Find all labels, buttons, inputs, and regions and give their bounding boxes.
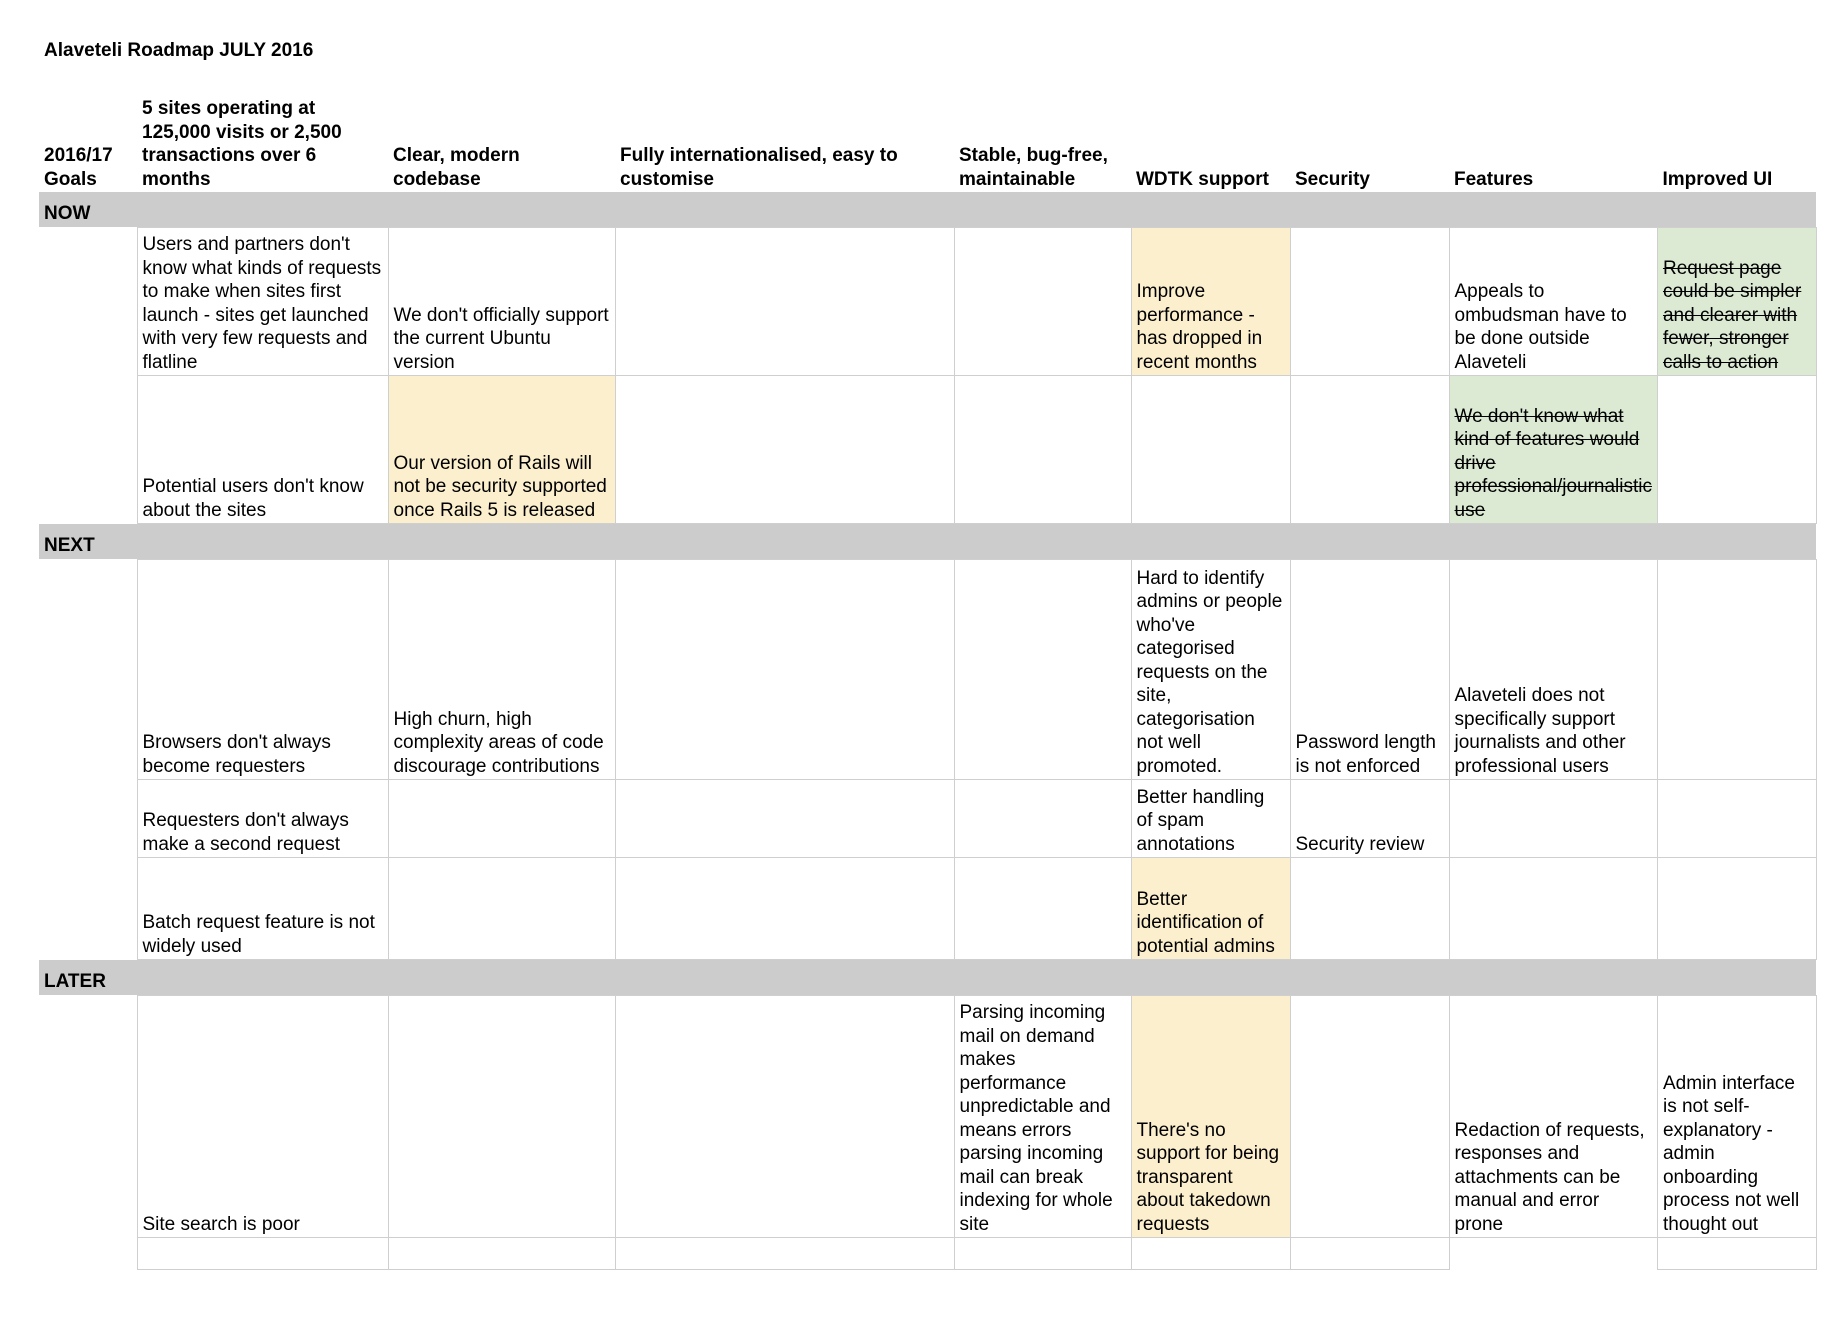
table-row [39,560,1816,780]
table-cell[interactable] [954,780,1131,858]
header-internationalised[interactable]: Fully internationalised, easy to customise [620,145,898,190]
header-features[interactable]: Features [1454,168,1534,190]
table-cell[interactable] [39,560,137,780]
table-cell[interactable] [615,780,954,858]
table-cell-highlighted[interactable]: Our version of Rails will not be security supported once Rails 5 is released [388,376,615,524]
table-cell[interactable] [39,780,137,858]
table-cell[interactable] [1290,858,1449,960]
table-cell[interactable] [615,560,954,780]
table-cell[interactable] [137,1238,388,1270]
table-cell[interactable] [1290,996,1449,1238]
table-cell[interactable]: We don't officially support the current Ubuntu version [388,228,615,376]
table-cell[interactable]: Batch request feature is not widely used [137,858,388,960]
table-row [39,1238,1816,1270]
table-cell[interactable] [954,560,1131,780]
table-cell[interactable] [39,858,137,960]
header-sites[interactable]: 5 sites operating at 125,000 visits or 2,500 transactions over 6 months [142,98,342,190]
table-cell[interactable] [1657,560,1816,780]
table-cell[interactable] [1657,376,1816,524]
table-cell-highlighted[interactable]: Better identification of potential admins [1131,858,1290,960]
table-cell[interactable] [388,996,615,1238]
table-cell-done[interactable]: We don't know what kind of features would drive professional/journalistic use [1449,376,1657,524]
table-cell[interactable] [1657,1238,1816,1270]
table-cell[interactable] [388,1238,615,1270]
header-wdtk[interactable]: WDTK support [1136,168,1269,190]
table-cell[interactable] [1449,780,1657,858]
table-cell[interactable]: Browsers don't always become requesters [137,560,388,780]
table-cell[interactable]: Requesters don't always make a second request [137,780,388,858]
table-cell[interactable] [954,1238,1131,1270]
table-cell-highlighted[interactable]: Improve performance - has dropped in recent months [1131,228,1290,376]
table-cell[interactable]: Admin interface is not self-explanatory - admin onboarding process not well thought out [1657,996,1816,1238]
table-cell[interactable] [1657,858,1816,960]
table-cell[interactable]: Site search is poor [137,996,388,1238]
table-row [39,780,1816,858]
table-cell[interactable]: High churn, high complexity areas of code discourage contributions [388,560,615,780]
table-cell[interactable] [1449,1238,1657,1270]
table-cell[interactable] [1657,780,1816,858]
table-cell[interactable] [39,228,137,376]
table-cell[interactable] [954,858,1131,960]
section-label-now[interactable]: NOW [39,192,1816,228]
table-cell[interactable]: Potential users don't know about the sites [137,376,388,524]
table-cell[interactable] [388,858,615,960]
header-ui[interactable]: Improved UI [1662,168,1773,190]
document-title: Alaveteli Roadmap JULY 2016 [44,40,314,61]
table-cell[interactable] [39,376,137,524]
table-cell[interactable] [615,1238,954,1270]
roadmap-table [39,94,1817,1270]
section-row-later [39,960,1816,996]
table-cell[interactable]: Password length is not enforced [1290,560,1449,780]
table-cell-highlighted[interactable]: There's no support for being transparent about takedown requests [1131,996,1290,1238]
header-codebase[interactable]: Clear, modern codebase [393,145,520,190]
table-row [39,996,1816,1238]
table-cell[interactable] [1290,1238,1449,1270]
header-row [39,94,1816,192]
header-goals[interactable]: 2016/17 Goals [44,145,113,190]
table-cell[interactable]: Redaction of requests, responses and attachments can be manual and error prone [1449,996,1657,1238]
header-stable[interactable]: Stable, bug-free, maintainable [959,145,1108,190]
table-cell[interactable] [1131,1238,1290,1270]
table-row [39,228,1816,376]
table-cell[interactable] [615,858,954,960]
table-cell[interactable] [39,996,137,1238]
table-cell[interactable] [954,228,1131,376]
table-cell[interactable]: Better handling of spam annotations [1131,780,1290,858]
table-cell[interactable]: Hard to identify admins or people who've categorised requests on the site, categorisation not well promoted. [1131,560,1290,780]
table-cell[interactable]: Security review [1290,780,1449,858]
section-label-later[interactable]: LATER [39,960,1816,996]
table-cell[interactable]: Parsing incoming mail on demand makes performance unpredictable and means errors parsing incoming mail can break indexing for whole site [954,996,1131,1238]
table-cell[interactable]: Appeals to ombudsman have to be done outside Alaveteli [1449,228,1657,376]
table-cell[interactable] [1131,376,1290,524]
table-cell[interactable]: Alaveteli does not specifically support journalists and other professional users [1449,560,1657,780]
table-cell[interactable] [388,780,615,858]
header-security[interactable]: Security [1295,168,1370,190]
table-cell[interactable] [954,376,1131,524]
table-cell-done[interactable]: Request page could be simpler and clearer with fewer, stronger calls to action [1657,228,1816,376]
table-row [39,376,1816,524]
table-cell[interactable] [615,996,954,1238]
section-label-next[interactable]: NEXT [39,524,1816,560]
section-row-now [39,192,1816,228]
table-cell[interactable] [615,376,954,524]
table-cell[interactable] [39,1238,137,1270]
table-cell[interactable] [1290,376,1449,524]
section-row-next [39,524,1816,560]
table-row [39,858,1816,960]
table-cell[interactable] [615,228,954,376]
table-cell[interactable] [1449,858,1657,960]
table-cell[interactable] [1290,228,1449,376]
table-cell[interactable]: Users and partners don't know what kinds of requests to make when sites first launch - sites get launched with very few requests and flatline [137,228,388,376]
